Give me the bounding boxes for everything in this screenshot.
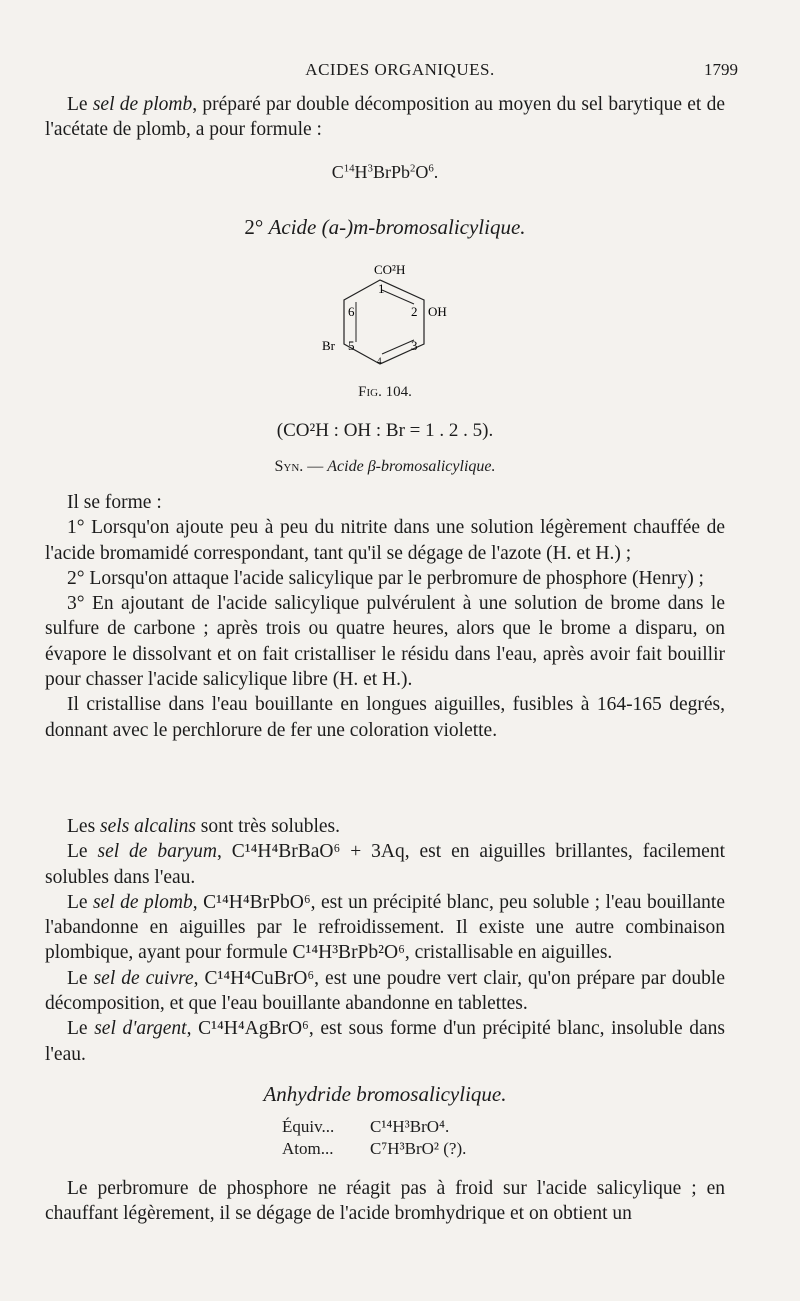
top-group-label: CO²H — [374, 262, 406, 277]
figure-caption: Fig. 104. — [358, 384, 412, 400]
paragraph: Le sel de plomb, C¹⁴H⁴BrPbO⁶, est un précipité blanc, peu soluble ; l'eau bouillante l'abandonne en aiguilles par le refroidissement. Il existe une autre combinaison plombique, ayant pour formule C¹⁴H³BrPb²O⁶, cristallisable en aiguilles. — [45, 891, 725, 964]
paragraph: Il se forme : — [67, 492, 162, 513]
left-group-label: Br — [322, 338, 335, 353]
page-number: 1799 — [704, 60, 738, 79]
position-5: 5 — [348, 338, 355, 353]
formation-section — [45, 490, 725, 743]
paragraph: Le sel de baryum, C¹⁴H⁴BrBaO⁶ + 3Aq, est en aiguilles brillantes, facilement solubles dans l'eau. — [45, 841, 725, 888]
position-3: 3 — [411, 338, 418, 353]
paragraph: Le sel de cuivre, C¹⁴H⁴CuBrO⁶, est une poudre vert clair, qu'on prépare par double décomposition, et que l'eau bouillante abandonne en tablettes. — [45, 967, 725, 1015]
paragraph: Il cristallise dans l'eau bouillante en longues aiguilles, fusibles à 164-165 degrés, donnant avec le perchlorure de fer une coloration violette. — [45, 694, 725, 741]
emphasis: sel de plomb — [92, 94, 193, 115]
section-number: 2° — [244, 215, 264, 239]
closing-paragraph: Le perbromure de phosphore ne réagit pas à froid sur l'acide salicylique ; en chauffant légèrement, il se dégage de l'acide bromhydrique et on obtient un — [45, 1178, 725, 1225]
header-title: ACIDES ORGANIQUES. — [305, 60, 495, 79]
section-heading — [45, 215, 725, 240]
running-header — [0, 60, 800, 84]
section-title: Acide (a-)m-bromosalicylique. — [268, 215, 526, 239]
side-group-label: OH — [428, 304, 447, 319]
positions-formula: (CO²H : OH : Br = 1 . 2 . 5). — [276, 420, 494, 441]
salts-section — [45, 814, 725, 1067]
synonym-line: Syn. — Acide β-bromosalicylique. — [274, 458, 496, 475]
anhydride-heading: Anhydride bromosalicylique. — [263, 1082, 507, 1106]
paragraph: 3° En ajoutant de l'acide salicylique pulvérulent à une solution de brome dans le sulfure de carbone ; après trois ou quatre heures, alors que le brome a disparu, on évapore le dissolvant et on fait cristalliser le résidu dans l'eau, après avoir fait bouillir pour chasser l'acide salicylique libre (H. et H.). — [45, 593, 725, 691]
intro-paragraph: Le sel de plomb, préparé par double décomposition au moyen du sel barytique et de l'acétate de plomb, a pour formule : — [45, 94, 725, 141]
position-1: 1 — [378, 281, 385, 296]
position-4: 4 — [377, 356, 382, 366]
paragraph: Les sels alcalins sont très solubles. — [67, 816, 340, 837]
lead-salt-formula: $C^{14}H^3BrPb^2O^6$. — [331, 162, 439, 182]
paragraph: 2° Lorsqu'on attaque l'acide salicylique par le perbromure de phosphore (Henry) ; — [67, 567, 704, 589]
paragraph: 1° Lorsqu'on ajoute peu à peu du nitrite dans une solution légèrement chauffée de l'acide bromamidé correspondant, tant qu'il se dégage de l'azote (H. et H.) ; — [45, 517, 725, 564]
anhydride-formulas: Équiv... C¹⁴H³BrO⁴. Atom... C⁷H³BrO² (?). — [282, 1117, 467, 1158]
position-6: 6 — [348, 304, 355, 319]
paragraph: Le sel d'argent, C¹⁴H⁴AgBrO⁶, est sous forme d'un précipité blanc, insoluble dans l'eau. — [45, 1018, 725, 1065]
position-2: 2 — [411, 304, 418, 319]
benzene-ring-diagram — [316, 258, 466, 378]
